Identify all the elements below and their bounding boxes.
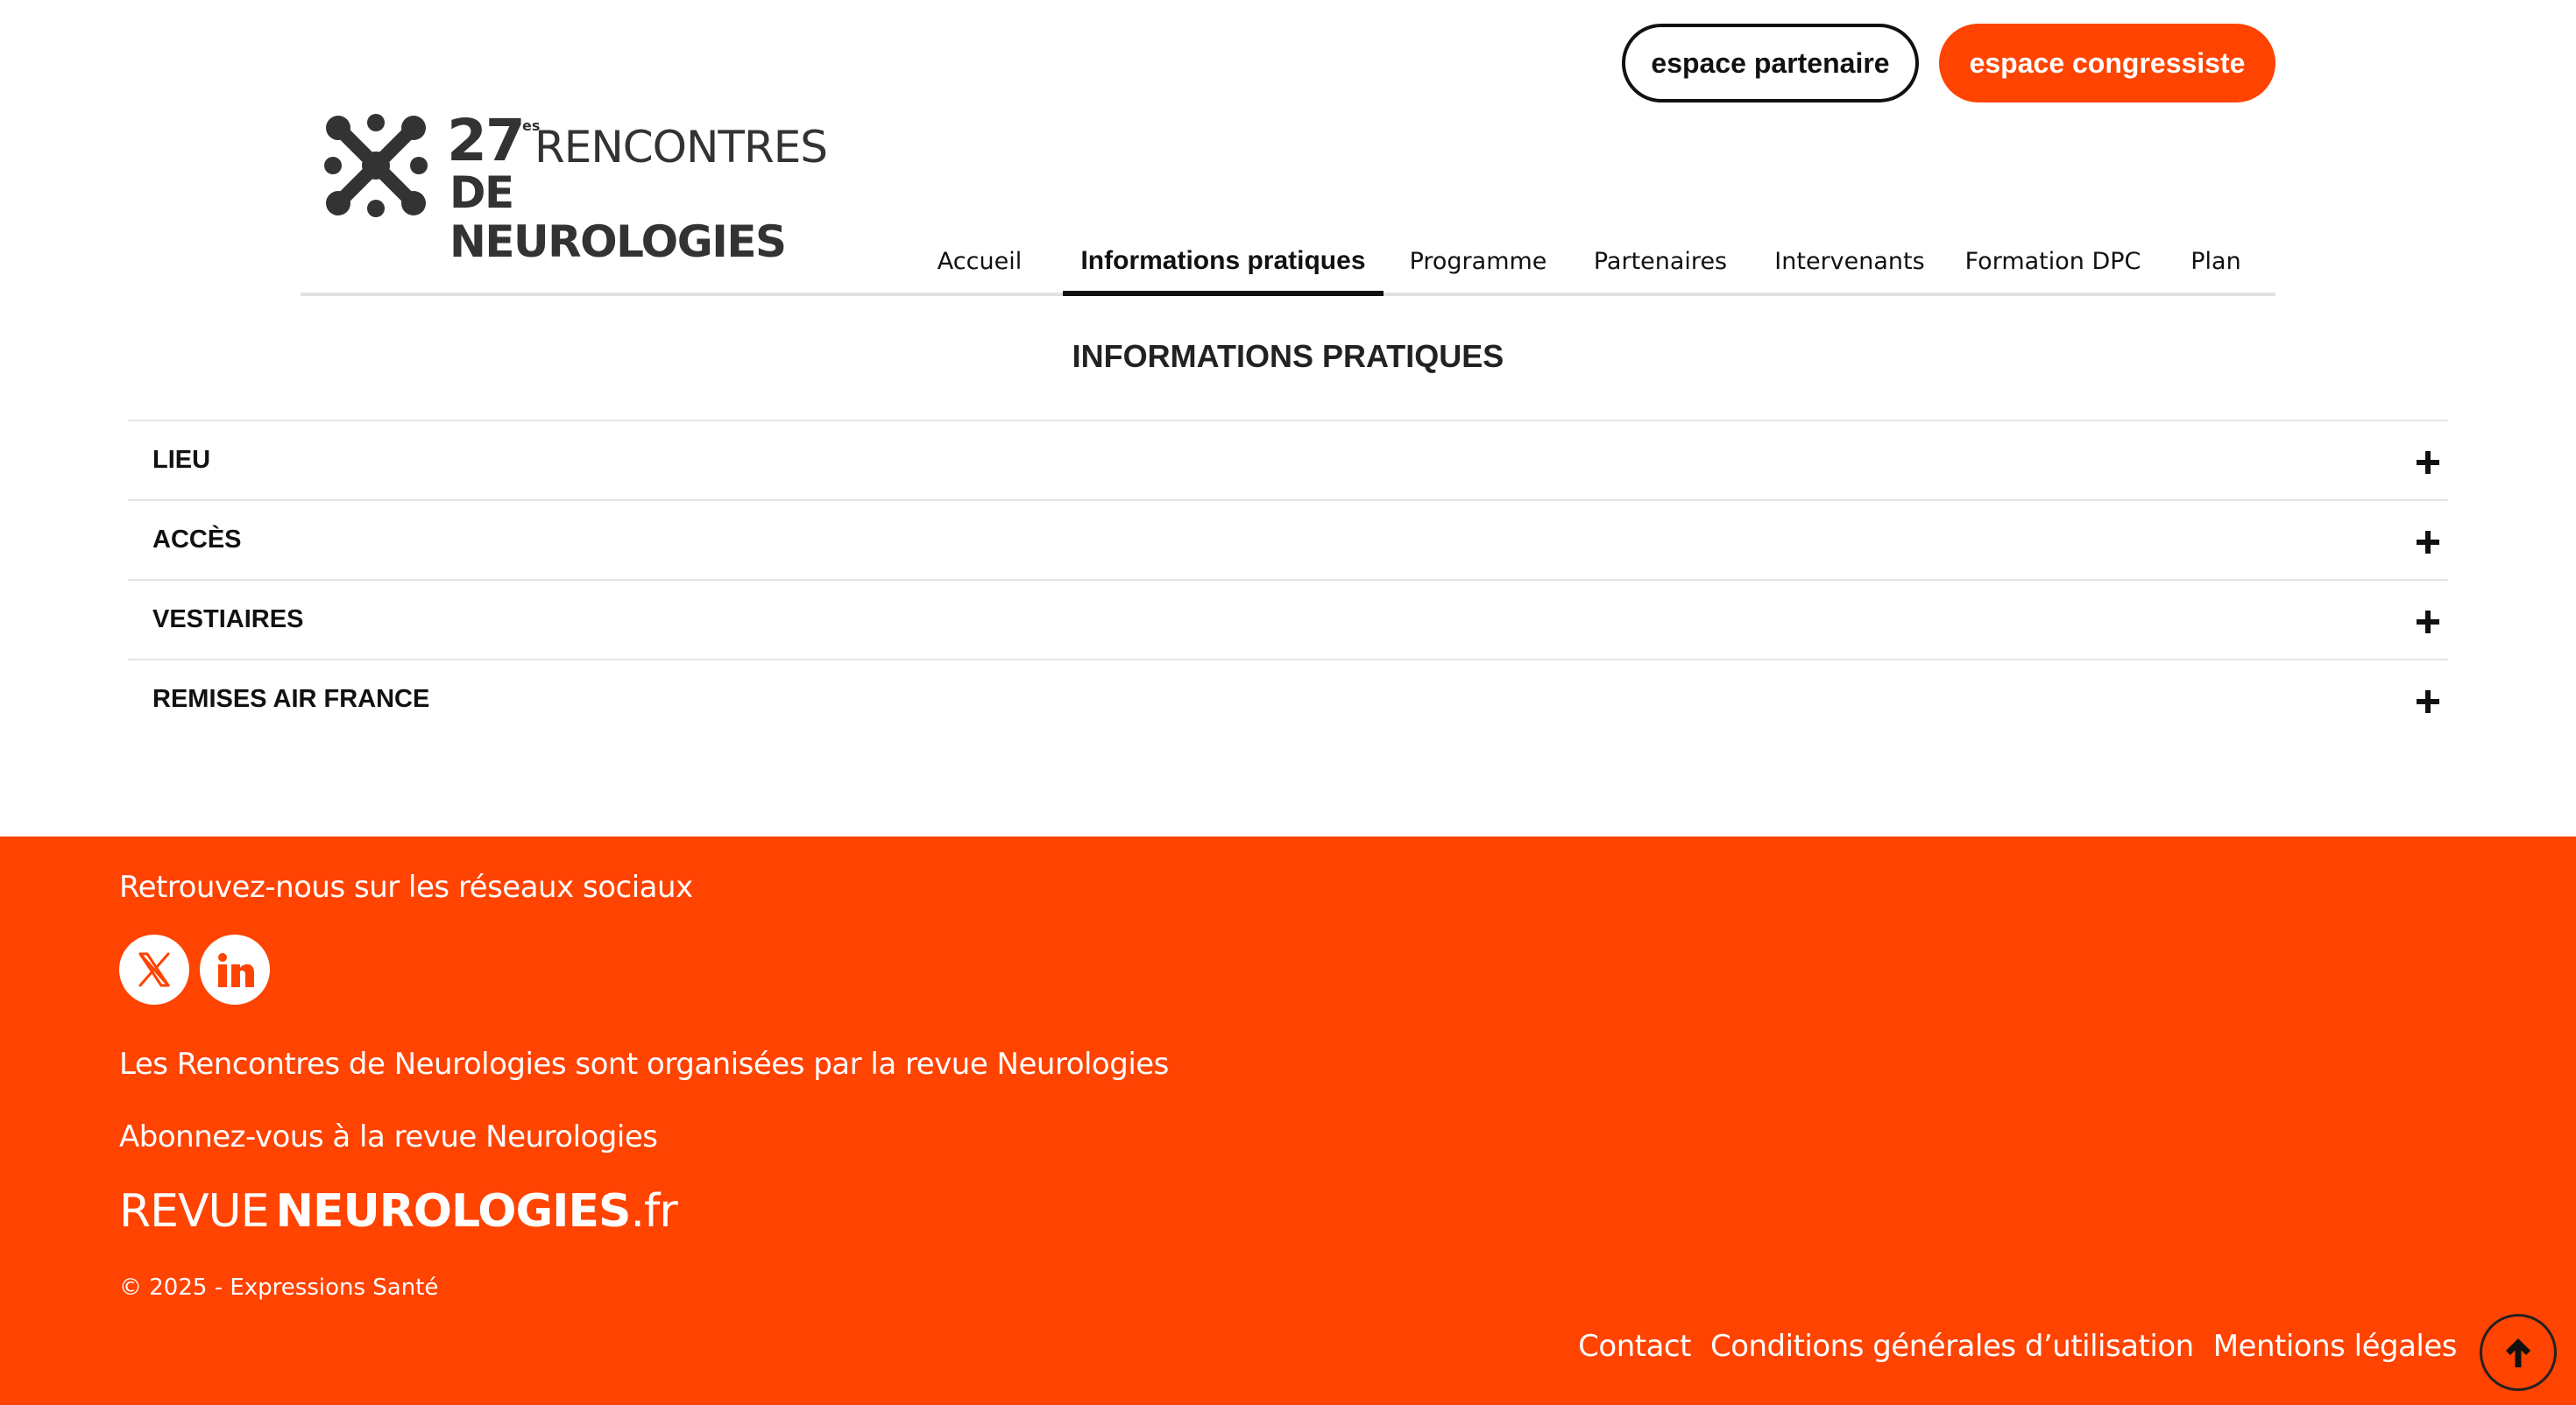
logo-line1: RENCONTRES <box>534 122 828 173</box>
plus-icon[interactable] <box>2417 690 2439 713</box>
congress-space-button[interactable]: espace congressiste <box>1939 24 2275 102</box>
back-to-top-button[interactable] <box>2480 1314 2557 1391</box>
site-footer <box>0 837 2576 1405</box>
copyright: © 2025 - Expressions Santé <box>119 1274 439 1301</box>
nav-item-plan[interactable]: Plan <box>2190 247 2241 275</box>
site-logo[interactable] <box>324 107 832 267</box>
accordion-item-vestiaires[interactable] <box>128 579 2448 659</box>
nav-item-informations-pratiques[interactable]: Informations pratiques <box>1080 246 1366 275</box>
contact-link[interactable]: Contact <box>1578 1329 1691 1364</box>
page-title: INFORMATIONS PRATIQUES <box>1072 338 1504 374</box>
accordion-label: VESTIAIRES <box>152 605 304 633</box>
active-tab-indicator <box>1063 291 1384 296</box>
plus-icon[interactable] <box>2417 451 2439 474</box>
social-title: Retrouvez-nous sur les réseaux sociaux <box>119 870 693 905</box>
main-nav <box>301 226 2275 296</box>
logo-superscript: es <box>522 117 541 134</box>
brand-part3: .fr <box>630 1185 677 1238</box>
logo-line2: DE NEUROLOGIES <box>449 167 786 267</box>
accordion-item-remises-air-france[interactable] <box>128 659 2448 738</box>
revue-neurologies-brand[interactable] <box>119 1185 677 1238</box>
accordion-label: LIEU <box>152 446 211 474</box>
nav-item-programme[interactable]: Programme <box>1409 247 1547 275</box>
accordion-item-acces[interactable] <box>128 499 2448 579</box>
legal-notice-link[interactable]: Mentions légales <box>2212 1329 2457 1364</box>
accordion-label: REMISES AIR FRANCE <box>152 685 430 713</box>
linkedin-icon[interactable] <box>200 935 270 1005</box>
logo-mark-icon <box>324 114 428 217</box>
nav-item-accueil[interactable]: Accueil <box>937 247 1023 275</box>
plus-icon[interactable] <box>2417 531 2439 554</box>
footer-links <box>1578 1329 2457 1364</box>
terms-link[interactable]: Conditions générales d’utilisation <box>1709 1329 2194 1364</box>
info-accordion <box>128 420 2448 738</box>
x-icon[interactable] <box>119 935 189 1005</box>
plus-icon[interactable] <box>2417 611 2439 633</box>
brand-part2: NEUROLOGIES <box>275 1185 631 1238</box>
nav-item-formation-dpc[interactable]: Formation DPC <box>1964 247 2141 275</box>
partner-space-button[interactable]: espace partenaire <box>1622 24 1919 102</box>
logo-number: 27 <box>447 107 524 174</box>
arrow-up-icon <box>2501 1335 2536 1370</box>
organizer-text: Les Rencontres de Neurologies sont organisées par la revue Neurologies <box>119 1047 1169 1082</box>
brand-part1: REVUE <box>119 1185 269 1238</box>
subscribe-link[interactable]: Abonnez-vous à la revue Neurologies <box>119 1119 658 1154</box>
accordion-item-lieu[interactable] <box>128 420 2448 499</box>
nav-item-intervenants[interactable]: Intervenants <box>1774 247 1925 275</box>
nav-item-partenaires[interactable]: Partenaires <box>1593 247 1728 275</box>
accordion-label: ACCÈS <box>152 526 242 554</box>
